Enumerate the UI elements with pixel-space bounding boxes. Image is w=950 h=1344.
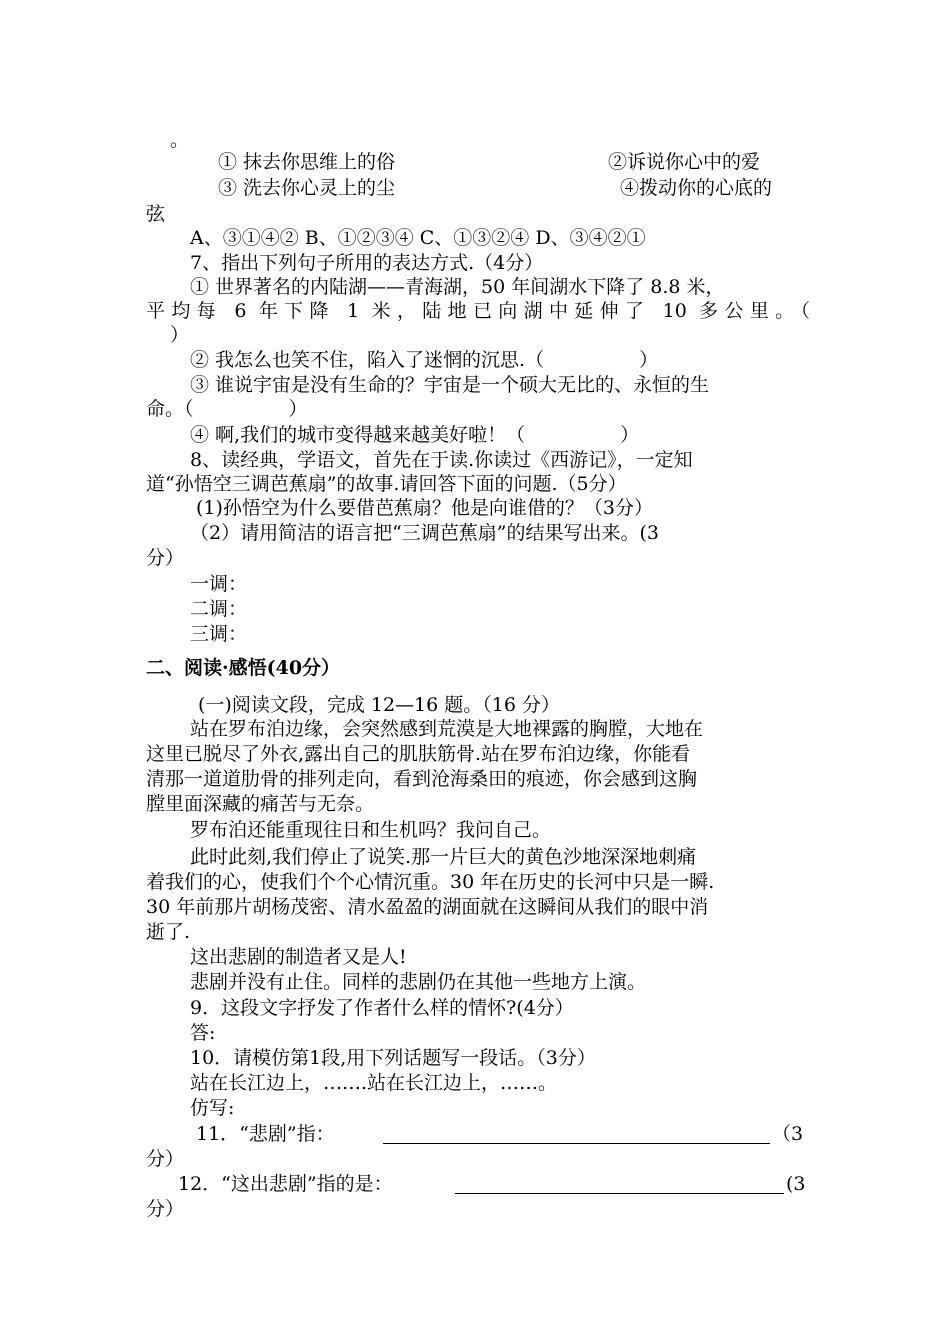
- passage-p3-line2: 着我们的心，使我们个个心情沉重。30 年在历史的长河中只是一瞬.: [146, 871, 715, 893]
- passage-p2: 罗布泊还能重现往日和生机吗？我问自己。: [190, 819, 552, 841]
- first-attempt-label: 一调：: [190, 573, 248, 595]
- q11-score-cont: 分）: [146, 1148, 185, 1170]
- q8-part-1: (1)孙悟空为什么要借芭蕉扇？他是向谁借的？（3分）: [196, 497, 654, 519]
- question-11: 11．“悲剧”指：: [196, 1123, 335, 1145]
- continuation-period: 。: [170, 129, 190, 151]
- answer-choices: A、③①④② B、①②③④ C、①③②④ D、③④②①: [190, 227, 646, 249]
- answer-blank-11b[interactable]: [538, 1125, 738, 1144]
- q7-sentence-4: ④ 啊,我们的城市变得越来越美好啦！（ ）: [190, 424, 640, 446]
- q7-sentence-3: ③ 谁说宇宙是没有生命的？宇宙是一个硕大无比的、永恒的生: [190, 374, 710, 396]
- option-4: ④拨动你的心底的: [620, 177, 773, 199]
- section-heading: 二、阅读·感悟(40分）: [146, 657, 341, 679]
- imitation-topic: 站在长江边上，…….站在长江边上，……。: [190, 1072, 558, 1094]
- answer-blank-11c[interactable]: [738, 1125, 770, 1144]
- q7-sentence-1-cont: 平均每 6 年下降 1 米，陆地已向湖中延伸了 10 多公里。（: [146, 300, 810, 322]
- reading-instruction: (一)阅读文段，完成 12—16 题。（16 分）: [198, 694, 560, 716]
- q8-part-2: （2）请用简洁的语言把“三调芭蕉扇”的结果写出来。(3: [190, 522, 660, 544]
- passage-p1-line1: 站在罗布泊边缘，会突然感到荒漠是大地裸露的胸膛，大地在: [190, 718, 704, 740]
- q12-score: (3: [786, 1173, 806, 1195]
- question-12: 12．“这出悲剧”指的是：: [178, 1173, 393, 1195]
- q12-score-cont: 分）: [146, 1198, 185, 1220]
- q7-sentence-2: ② 我怎么也笑不住，陷入了迷惘的沉思.（ ）: [190, 349, 659, 371]
- third-attempt-label: 三调：: [190, 623, 248, 645]
- question-8: 8、读经典，学语文，首先在于读.你读过《西游记》，一定知: [190, 449, 693, 471]
- second-attempt-label: 二调：: [190, 598, 248, 620]
- passage-p1-line2: 这里已脱尽了外衣,露出自己的肌肤筋骨.站在罗布泊边缘，你能看: [146, 743, 691, 765]
- question-10: 10．请模仿第1段,用下列话题写一段话。（3分）: [190, 1047, 596, 1069]
- q7-sentence-1-end: ）: [170, 324, 190, 346]
- question-8-cont: 道“孙悟空三调芭蕉扇”的故事.请回答下面的问题.（5分）: [146, 473, 627, 495]
- q11-score: （3: [772, 1123, 804, 1145]
- answer-label: 答:: [190, 1022, 216, 1044]
- passage-p3-line4: 逝了.: [146, 921, 191, 943]
- passage-p3-line1: 此时此刻,我们停止了说笑.那一片巨大的黄色沙地深深地刺痛: [190, 846, 697, 868]
- question-9: 9．这段文字抒发了作者什么样的情怀?(4分）: [190, 997, 574, 1019]
- passage-p1-line3: 清那一道道肋骨的排列走向，看到沧海桑田的痕迹，你会感到这胸: [146, 768, 698, 790]
- passage-p5: 悲剧并没有止住。同样的悲剧仍在其他一些地方上演。: [190, 971, 647, 993]
- passage-p4: 这出悲剧的制造者又是人!: [190, 946, 407, 968]
- q7-sentence-1: ① 世界著名的内陆湖——青海湖，50 年间湖水下降了 8.8 米，: [190, 276, 725, 298]
- q7-sentence-3-cont: 命。（ ）: [146, 398, 308, 420]
- q8-part-2-cont: 分）: [146, 547, 185, 569]
- passage-p1-line4: 膛里面深藏的痛苦与无奈。: [146, 793, 375, 815]
- answer-blank-11a[interactable]: [383, 1125, 538, 1144]
- option-2: ②诉说你心中的爱: [608, 151, 761, 173]
- question-7: 7、指出下列句子所用的表达方式.（4分）: [190, 252, 544, 274]
- option-3: ③ 洗去你心灵上的尘: [218, 177, 396, 199]
- imitation-label: 仿写:: [190, 1097, 235, 1119]
- answer-blank-12a[interactable]: [455, 1175, 632, 1194]
- option-1: ① 抹去你思维上的俗: [218, 151, 396, 173]
- option-4-wrap: 弦: [146, 203, 166, 225]
- answer-blank-12b[interactable]: [632, 1175, 784, 1194]
- passage-p3-line3: 30 年前那片胡杨茂密、清水盈盈的湖面就在这瞬间从我们的眼中消: [146, 896, 709, 918]
